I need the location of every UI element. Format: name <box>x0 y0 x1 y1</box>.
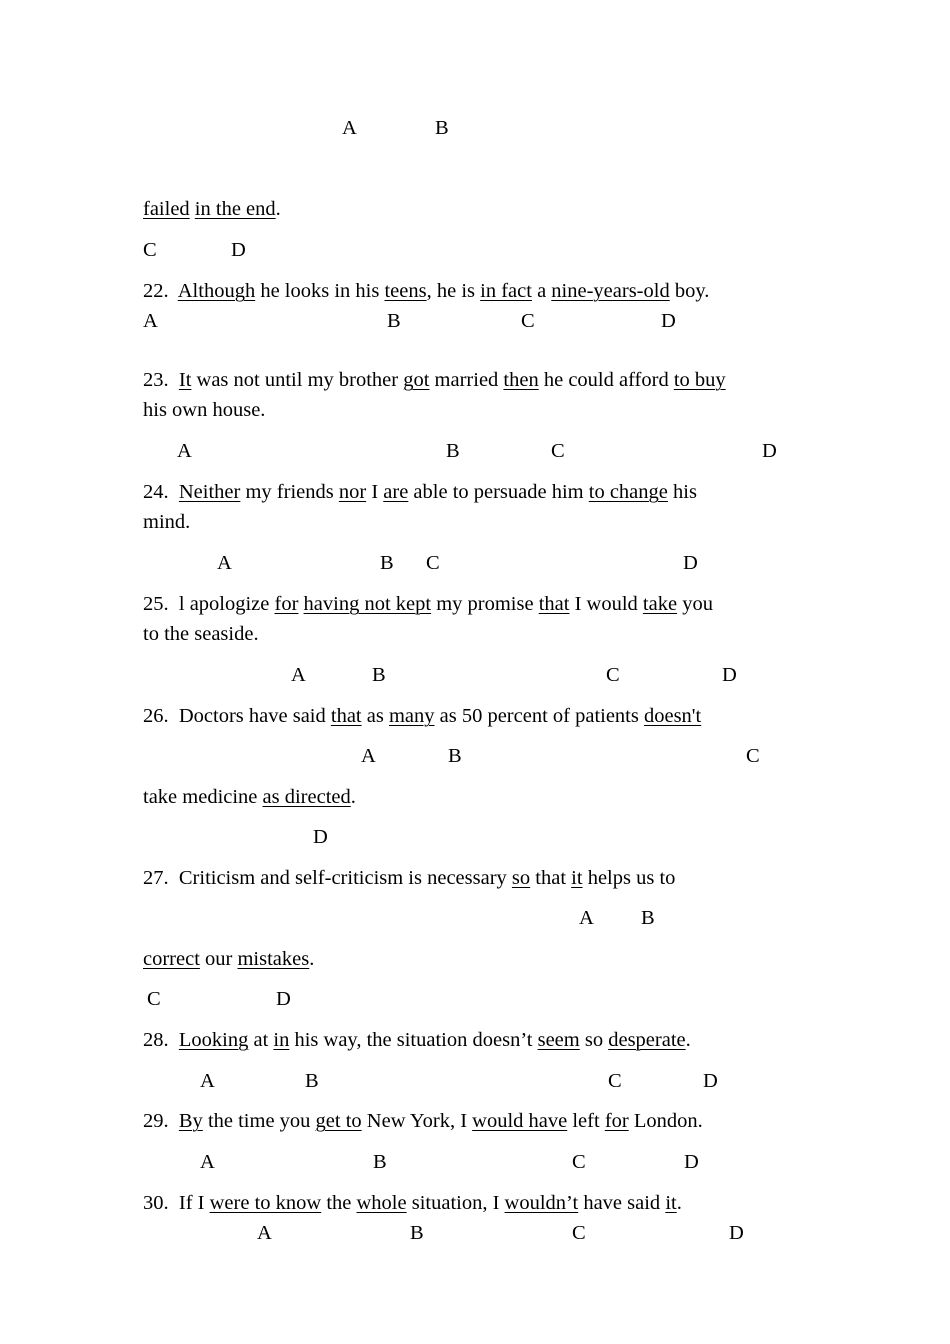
option-label-a: A <box>143 310 158 332</box>
option-label-a: A <box>291 664 306 686</box>
option-label-a: A <box>200 1070 215 1092</box>
question-21-continuation: failed in the end. <box>143 198 281 220</box>
option-label-b: B <box>372 664 386 686</box>
option-label-d: D <box>313 826 328 848</box>
option-label-a: A <box>200 1151 215 1173</box>
option-label-a: A <box>361 745 376 767</box>
option-label-b: B <box>305 1070 319 1092</box>
option-label-a: A <box>177 440 192 462</box>
option-label-d: D <box>722 664 737 686</box>
option-label-d: D <box>231 239 246 261</box>
option-label-d: D <box>661 310 676 332</box>
question-30: 30. If I were to know the whole situation, I wouldn’t have said it. <box>143 1192 682 1214</box>
option-label-b: B <box>641 907 655 929</box>
option-label-b: B <box>448 745 462 767</box>
option-label-a: A <box>257 1222 272 1244</box>
option-label-b: B <box>380 552 394 574</box>
question-26-continuation: take medicine as directed. <box>143 786 356 808</box>
option-label-d: D <box>762 440 777 462</box>
option-label-c: C <box>143 239 157 261</box>
option-label-d: D <box>684 1151 699 1173</box>
option-label-d: D <box>703 1070 718 1092</box>
option-label-c: C <box>572 1222 586 1244</box>
question-26: 26. Doctors have said that as many as 50 percent of patients doesn't <box>143 705 702 727</box>
question-23: 23. It was not until my brother got married then he could afford to buy <box>143 369 726 391</box>
option-label-b: B <box>435 117 449 139</box>
question-25-line-2: to the seaside. <box>143 623 259 645</box>
option-label-c: C <box>608 1070 622 1092</box>
option-label-a: A <box>342 117 357 139</box>
option-label-b: B <box>387 310 401 332</box>
option-label-a: A <box>217 552 232 574</box>
option-label-c: C <box>551 440 565 462</box>
question-24-line-2: mind. <box>143 511 191 533</box>
question-22: 22. Although he looks in his teens, he is in fact a nine-years-old boy. <box>143 280 710 302</box>
question-27: 27. Criticism and self-criticism is necessary so that it helps us to <box>143 867 676 889</box>
question-23-line-2: his own house. <box>143 399 266 421</box>
option-label-c: C <box>426 552 440 574</box>
question-29: 29. By the time you get to New York, I would have left for London. <box>143 1110 703 1132</box>
option-label-d: D <box>729 1222 744 1244</box>
option-label-b: B <box>446 440 460 462</box>
option-label-b: B <box>373 1151 387 1173</box>
question-25: 25. l apologize for having not kept my promise that I would take you <box>143 593 713 615</box>
question-24: 24. Neither my friends nor I are able to persuade him to change his <box>143 481 697 503</box>
option-label-c: C <box>606 664 620 686</box>
option-label-c: C <box>746 745 760 767</box>
option-label-b: B <box>410 1222 424 1244</box>
option-label-c: C <box>147 988 161 1010</box>
option-label-c: C <box>521 310 535 332</box>
question-28: 28. Looking at in his way, the situation doesn’t seem so desperate. <box>143 1029 691 1051</box>
question-27-continuation: correct our mistakes. <box>143 948 315 970</box>
option-label-d: D <box>683 552 698 574</box>
option-label-d: D <box>276 988 291 1010</box>
option-label-c: C <box>572 1151 586 1173</box>
option-label-a: A <box>579 907 594 929</box>
